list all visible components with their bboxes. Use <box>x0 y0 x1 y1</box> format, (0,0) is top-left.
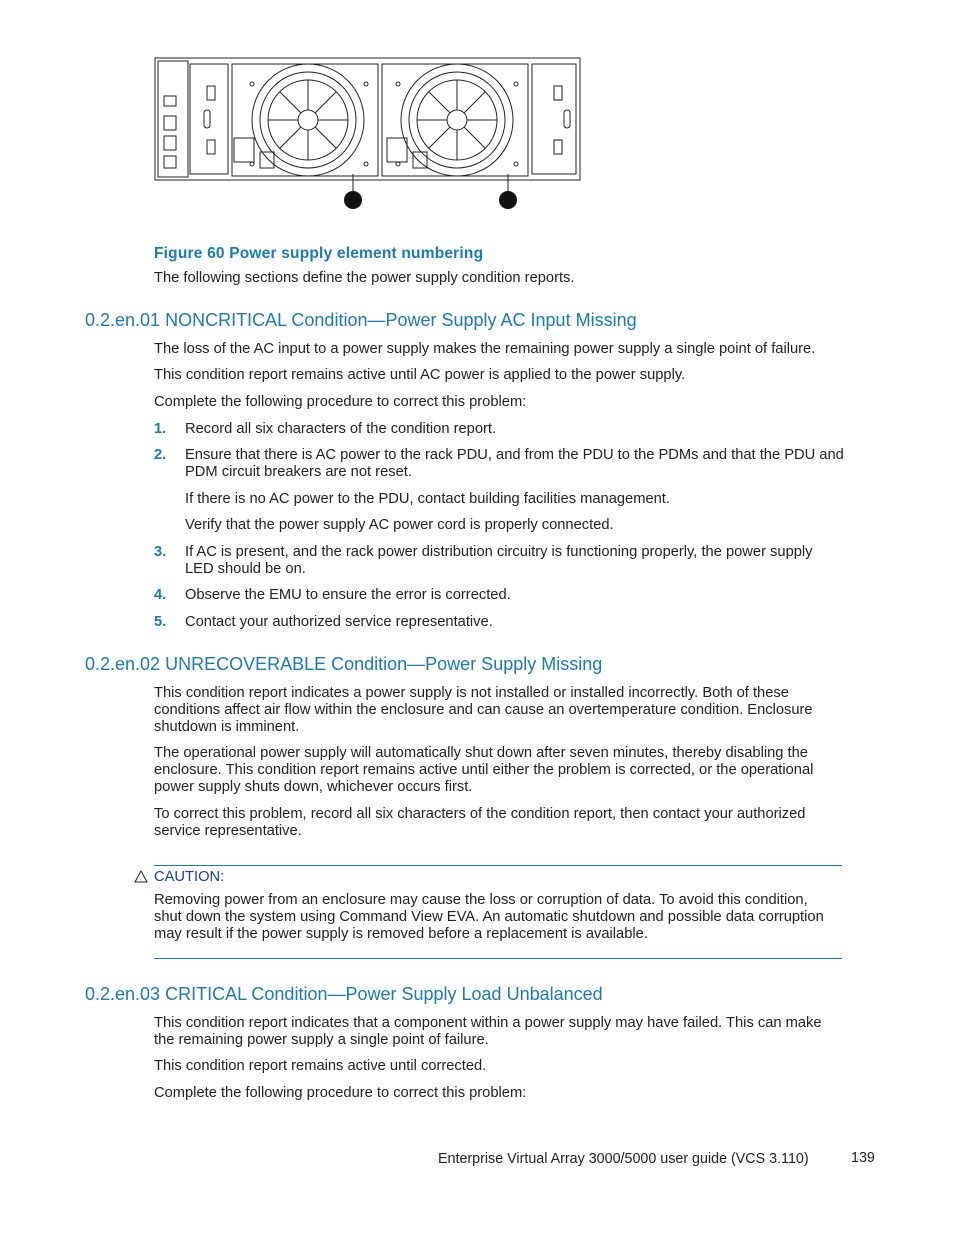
callout-marker-2 <box>499 191 517 209</box>
page-number: 139 <box>851 1150 875 1166</box>
s3-paragraph-2: This condition report remains active until corrected. <box>154 1058 487 1074</box>
caution-line-3: may result if the power supply is removed before a replacement is available. <box>154 926 648 942</box>
step-number-5: 5. <box>154 614 167 630</box>
s1-paragraph-2: This condition report remains active until AC power is applied to the power supply. <box>154 367 686 383</box>
step-number-3: 3. <box>154 544 167 560</box>
step-3-line-2: LED should be on. <box>185 561 306 577</box>
s2-p2-line-3: power supply shuts down, whichever occurs first. <box>154 779 473 795</box>
step-2-line-1: Ensure that there is AC power to the rack PDU, and from the PDU to the PDMs and that the PDU and <box>185 447 844 463</box>
step-2-sub-2: Verify that the power supply AC power cord is properly connected. <box>185 517 614 533</box>
s2-p1-line-1: This condition report indicates a power supply is not installed or installed incorrectly. Both of these <box>154 685 789 701</box>
s3-paragraph-3: Complete the following procedure to correct this problem: <box>154 1085 527 1101</box>
step-1-line-1: Record all six characters of the condition report. <box>185 421 497 437</box>
step-5-line-1: Contact your authorized service representative. <box>185 614 493 630</box>
s2-p1-line-2: conditions affect air flow within the enclosure and can cause an overtemperature condition. Enclosure <box>154 702 813 718</box>
s1-paragraph-1: The loss of the AC input to a power supply makes the remaining power supply a single point of failure. <box>154 341 816 357</box>
section-heading-3: 0.2.en.03 CRITICAL Condition—Power Supply Load Unbalanced <box>85 984 603 1004</box>
s2-p1-line-3: shutdown is imminent. <box>154 719 300 735</box>
s2-p2-line-1: The operational power supply will automatically shut down after seven minutes, thereby disabling the <box>154 745 808 761</box>
caution-line-2: shut down the system using Command View EVA. An automatic shutdown and possible data corruption <box>154 909 824 925</box>
caution-top-rule <box>154 865 842 866</box>
section-heading-1: 0.2.en.01 NONCRITICAL Condition—Power Supply AC Input Missing <box>85 310 637 330</box>
s3-p1-line-1: This condition report indicates that a component within a power supply may have failed. This can make <box>154 1015 822 1031</box>
step-3-line-1: If AC is present, and the rack power distribution circuitry is functioning properly, the power supply <box>185 544 813 560</box>
step-2-line-2: PDM circuit breakers are not reset. <box>185 464 412 480</box>
s3-p1-line-2: the remaining power supply a single point of failure. <box>154 1032 489 1048</box>
callout-marker-1 <box>344 191 362 209</box>
warning-triangle-icon <box>134 870 148 884</box>
s2-p3-line-2: service representative. <box>154 823 302 839</box>
step-number-4: 4. <box>154 587 167 603</box>
step-4-line-1: Observe the EMU to ensure the error is corrected. <box>185 587 511 603</box>
caution-line-1: Removing power from an enclosure may cause the loss or corruption of data. To avoid this condition, <box>154 892 808 908</box>
power-supply-figure <box>154 56 582 212</box>
intro-text: The following sections define the power supply condition reports. <box>154 270 575 286</box>
step-2-sub-1: If there is no AC power to the PDU, contact building facilities management. <box>185 491 670 507</box>
figure-caption: Figure 60 Power supply element numbering <box>154 245 484 262</box>
section-heading-2: 0.2.en.02 UNRECOVERABLE Condition—Power Supply Missing <box>85 654 603 674</box>
step-number-1: 1. <box>154 421 167 437</box>
caution-label: CAUTION: <box>154 869 225 885</box>
footer-title: Enterprise Virtual Array 3000/5000 user guide (VCS 3.110) <box>438 1151 809 1167</box>
s2-p2-line-2: enclosure. This condition report remains active until either the problem is corrected, or the operational <box>154 762 814 778</box>
s2-p3-line-1: To correct this problem, record all six characters of the condition report, then contact your authorized <box>154 806 806 822</box>
s1-paragraph-3: Complete the following procedure to correct this problem: <box>154 394 527 410</box>
caution-bottom-rule <box>154 958 842 959</box>
step-number-2: 2. <box>154 447 167 463</box>
